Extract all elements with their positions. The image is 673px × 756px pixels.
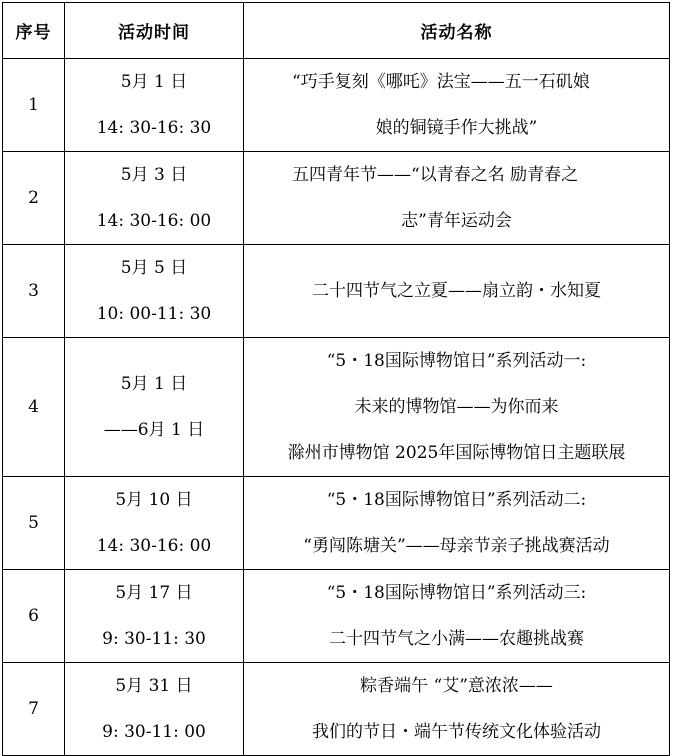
table-header-row (3, 3, 670, 59)
row-number: 6 (3, 570, 65, 663)
table-row (3, 477, 670, 570)
column-header-name: 活动名称 (244, 3, 670, 59)
activity-date: 5月 1 日 (120, 72, 188, 92)
table-row (3, 59, 670, 152)
activity-schedule-table (2, 2, 670, 756)
activity-name-line: 我们的节日・端午节传统文化体验活动 (312, 722, 601, 742)
activity-date: 5月 17 日 (115, 583, 193, 603)
activity-hours: ——6月 1 日 (103, 420, 205, 440)
activity-name-line: “5・18国际博物馆日”系列活动二: (326, 490, 587, 510)
activity-name-line: “勇闯陈塘关”——母亲节亲子挑战赛活动 (303, 536, 610, 556)
activity-name-cell (244, 570, 670, 663)
activity-hours: 14: 30-16: 00 (96, 211, 212, 231)
table-row (3, 245, 670, 338)
activity-name-cell (244, 152, 670, 245)
table-row (3, 570, 670, 663)
activity-time-cell (65, 245, 244, 338)
table-row (3, 663, 670, 756)
activity-name-line: “5・18国际博物馆日”系列活动一: (326, 351, 587, 371)
row-number: 7 (3, 663, 65, 756)
activity-name-line: 二十四节气之立夏——扇立韵・水知夏 (312, 281, 601, 301)
table-row (3, 152, 670, 245)
activity-name-cell (244, 245, 670, 338)
row-number: 1 (3, 59, 65, 152)
activity-time-cell (65, 477, 244, 570)
activity-name-line: 滁州市博物馆 2025年国际博物馆日主题联展 (287, 443, 626, 463)
activity-date: 5月 1 日 (120, 374, 188, 394)
activity-date: 5月 3 日 (120, 165, 188, 185)
activity-name-cell (244, 338, 670, 477)
activity-hours: 14: 30-16: 00 (96, 536, 212, 556)
row-number: 2 (3, 152, 65, 245)
activity-hours: 9: 30-11: 30 (102, 629, 206, 649)
column-header-time: 活动时间 (65, 3, 244, 59)
activity-time-cell (65, 59, 244, 152)
activity-name-cell (244, 663, 670, 756)
activity-name-line: 五四青年节——“以青春之名 励青春之 (292, 165, 579, 185)
activity-name-cell (244, 477, 670, 570)
activity-name-cell (244, 59, 670, 152)
activity-hours: 14: 30-16: 30 (96, 118, 212, 138)
activity-hours: 9: 30-11: 00 (102, 722, 206, 742)
activity-name-line: “巧手复刻《哪吒》法宝——五一石矶娘 (292, 72, 590, 92)
activity-date: 5月 5 日 (120, 258, 188, 278)
row-number: 4 (3, 338, 65, 477)
activity-name-line: 娘的铜镜手作大挑战” (375, 118, 538, 138)
activity-name-line: 未来的博物馆——为你而来 (354, 397, 559, 417)
activity-name-line: 志”青年运动会 (401, 211, 512, 231)
column-header-no: 序号 (3, 3, 65, 59)
activity-time-cell (65, 663, 244, 756)
activity-name-line: 粽香端午 “艾”意浓浓—— (360, 676, 553, 696)
activity-time-cell (65, 152, 244, 245)
activity-date: 5月 31 日 (115, 676, 193, 696)
activity-date: 5月 10 日 (115, 490, 193, 510)
table-row (3, 338, 670, 477)
activity-time-cell (65, 570, 244, 663)
activity-time-cell (65, 338, 244, 477)
activity-name-line: “5・18国际博物馆日”系列活动三: (326, 583, 587, 603)
row-number: 5 (3, 477, 65, 570)
activity-name-line: 二十四节气之小满——农趣挑战赛 (329, 629, 584, 649)
activity-hours: 10: 00-11: 30 (96, 304, 212, 324)
row-number: 3 (3, 245, 65, 338)
